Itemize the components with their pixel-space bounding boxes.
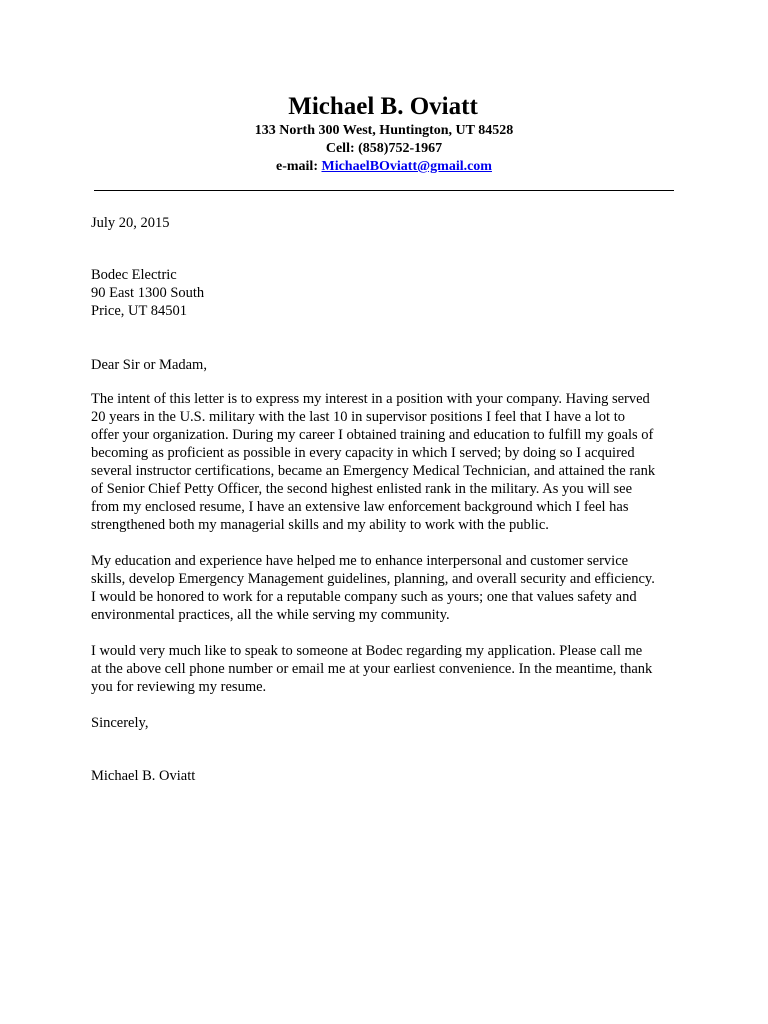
header-divider	[94, 190, 674, 191]
paragraph-line: offer your organization. During my career I obtained training and education to fulfill my goals of	[91, 427, 654, 443]
paragraph-line: strengthened both my managerial skills and my ability to work with the public.	[91, 517, 549, 533]
signature-name: Michael B. Oviatt	[91, 768, 196, 784]
sender-address: 133 North 300 West, Huntington, UT 84528	[254, 123, 514, 138]
letterhead	[0, 92, 768, 176]
paragraph-line: My education and experience have helped me to enhance interpersonal and customer service	[91, 553, 629, 569]
sender-name: Michael B. Oviatt	[288, 93, 478, 120]
paragraph-line: several instructor certifications, became an Emergency Medical Technician, and attained the rank	[91, 463, 656, 479]
recipient-address	[91, 266, 683, 320]
paragraph-1	[91, 390, 683, 534]
paragraph-line: skills, develop Emergency Management guidelines, planning, and overall security and efficiency.	[91, 571, 655, 587]
salutation: Dear Sir or Madam,	[91, 357, 207, 373]
paragraph-line: at the above cell phone number or email me at your earliest convenience. In the meantime, thank	[91, 661, 653, 677]
paragraph-line: I would be honored to work for a reputable company such as yours; one that values safety and	[91, 589, 637, 605]
paragraph-line: environmental practices, all the while serving my community.	[91, 607, 450, 623]
paragraph-line: you for reviewing my resume.	[91, 679, 267, 695]
recipient-city: Price, UT 84501	[91, 303, 187, 319]
email-link[interactable]: MichaelBOviatt@gmail.com	[321, 159, 492, 174]
paragraph-line: The intent of this letter is to express my interest in a position with your company. Having served	[91, 391, 650, 407]
letter-date: July 20, 2015	[91, 215, 170, 231]
sender-cell: Cell: (858)752-1967	[325, 141, 443, 156]
paragraph-3	[91, 642, 683, 696]
recipient-street: 90 East 1300 South	[91, 285, 205, 301]
paragraph-line: of Senior Chief Petty Officer, the second highest enlisted rank in the military. As you will see	[91, 481, 633, 497]
closing: Sincerely,	[91, 715, 149, 731]
paragraph-line: becoming as proficient as possible in every capacity in which I served; by doing so I acquired	[91, 445, 635, 461]
paragraph-line: from my enclosed resume, I have an extensive law enforcement background which I feel has	[91, 499, 629, 515]
recipient-company: Bodec Electric	[91, 267, 177, 283]
email-label: e-mail:	[276, 159, 322, 174]
paragraph-line: I would very much like to speak to someone at Bodec regarding my application. Please call me	[91, 643, 643, 659]
paragraph-line: 20 years in the U.S. military with the last 10 in supervisor positions I feel that I have a lot to	[91, 409, 625, 425]
sender-email-line	[0, 158, 768, 176]
paragraph-2	[91, 552, 683, 624]
